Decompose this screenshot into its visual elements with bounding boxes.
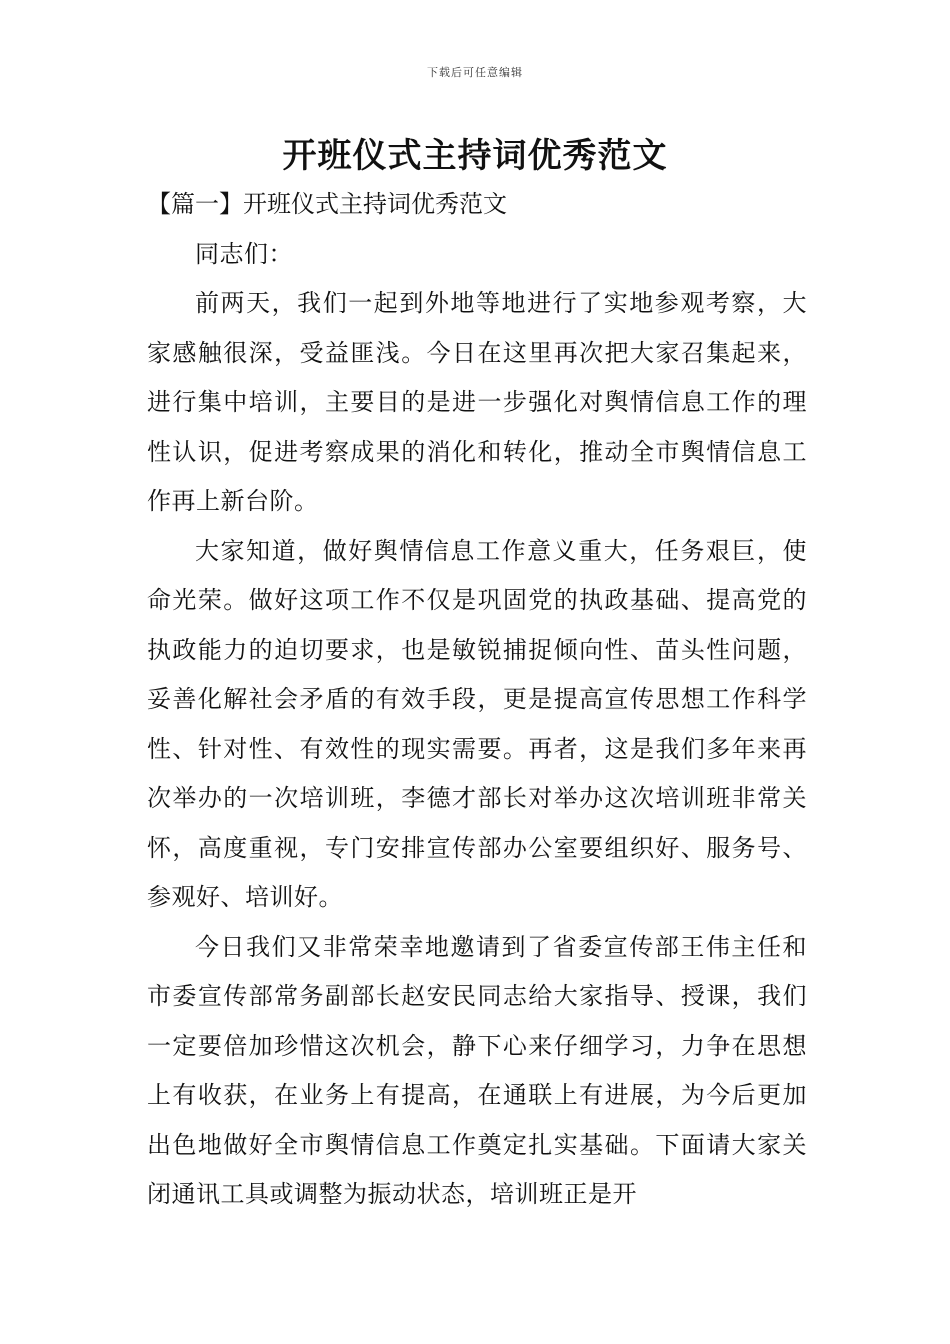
document-body bbox=[147, 180, 807, 1220]
paragraph-3: 今日我们又非常荣幸地邀请到了省委宣传部王伟主任和市委宣传部常务副部长赵安民同志给大家指导、授课，我们一定要倍加珍惜这次机会，静下心来仔细学习，力争在思想上有收获，在业务上有提高，在通联上有进展，为今后更加出色地做好全市舆情信息工作奠定扎实基础。下面请大家关闭通讯工具或调整为振动状态，培训班正是开 bbox=[147, 932, 807, 1208]
document-title: 开班仪式主持词优秀范文 bbox=[282, 136, 668, 176]
section-heading: 【篇一】开班仪式主持词优秀范文 bbox=[147, 190, 507, 218]
paragraph-1: 前两天，我们一起到外地等地进行了实地参观考察，大家感触很深，受益匪浅。今日在这里再次把大家召集起来，进行集中培训，主要目的是进一步强化对舆情信息工作的理性认识，促进考察成果的消化和转化，推动全市舆情信息工作再上新台阶。 bbox=[147, 289, 807, 515]
salutation: 同志们： bbox=[195, 239, 293, 268]
paragraph-2: 大家知道，做好舆情信息工作意义重大，任务艰巨，使命光荣。做好这项工作不仅是巩固党的执政基础、提高党的执政能力的迫切要求，也是敏锐捕捉倾向性、苗头性问题，妥善化解社会矛盾的有效手段，更是提高宣传思想工作科学性、针对性、有效性的现实需要。再者，这是我们多年来再次举办的一次培训班，李德才部长对举办这次培训班非常关怀，高度重视，专门安排宣传部办公室要组织好、服务号、参观好、培训好。 bbox=[147, 536, 807, 911]
header-note: 下载后可任意编辑 bbox=[427, 66, 523, 79]
